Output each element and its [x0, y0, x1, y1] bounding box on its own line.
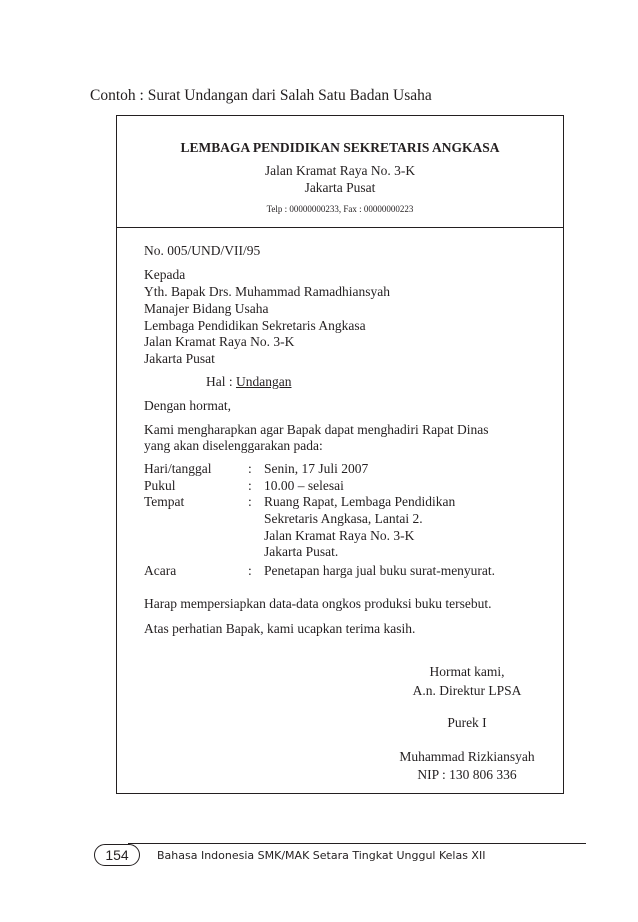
subject-line: [206, 374, 291, 390]
detail-label-agenda: Acara: [144, 563, 177, 578]
detail-label-time: Pukul: [144, 478, 176, 493]
detail-colon: :: [248, 478, 252, 493]
letter-number: No. 005/UND/VII/95: [144, 243, 261, 258]
letterhead-address-line1: Jalan Kramat Raya No. 3-K: [264, 163, 416, 178]
detail-label-date: Hari/tanggal: [144, 461, 212, 476]
detail-colon: :: [248, 494, 252, 509]
signature-nip: NIP : 130 806 336: [417, 767, 517, 782]
subject-label: Hal :: [206, 374, 236, 389]
letterhead-divider: [117, 227, 564, 228]
letterhead-address-line2: Jakarta Pusat: [304, 180, 376, 195]
recipient-line: Yth. Bapak Drs. Muhammad Ramadhiansyah: [144, 284, 390, 299]
footer-rule: [128, 843, 586, 844]
footer-book-title: Bahasa Indonesia SMK/MAK Setara Tingkat Unggul Kelas XII: [157, 849, 486, 862]
recipient-line: Jakarta Pusat: [144, 351, 215, 366]
recipient-line: Jalan Kramat Raya No. 3-K: [144, 334, 295, 349]
detail-value-agenda: Penetapan harga jual buku surat-menyurat.: [264, 563, 496, 578]
detail-value-place: Jalan Kramat Raya No. 3-K: [264, 528, 415, 543]
page-number: 154: [94, 844, 140, 866]
detail-value-time: 10.00 – selesai: [264, 478, 344, 493]
closing-thanks: Atas perhatian Bapak, kami ucapkan terima kasih.: [144, 621, 416, 636]
detail-colon: :: [248, 461, 252, 476]
detail-value-place: Sekretaris Angkasa, Lantai 2.: [264, 511, 423, 526]
detail-value-place: Ruang Rapat, Lembaga Pendidikan: [264, 494, 456, 509]
recipient-line: Lembaga Pendidikan Sekretaris Angkasa: [144, 318, 366, 333]
detail-value-place: Jakarta Pusat.: [264, 544, 339, 559]
signature-on-behalf: A.n. Direktur LPSA: [412, 683, 522, 698]
signature-position: Purek I: [447, 715, 487, 730]
subject-value: Undangan: [236, 374, 292, 389]
detail-value-date: Senin, 17 Juli 2007: [264, 461, 369, 476]
body-line: yang akan diselenggarakan pada:: [144, 438, 323, 453]
detail-colon: :: [248, 563, 252, 578]
closing-request: Harap mempersiapkan data-data ongkos produksi buku tersebut.: [144, 596, 492, 611]
institution-name: LEMBAGA PENDIDIKAN SEKRETARIS ANGKASA: [180, 140, 500, 155]
page-caption: Contoh : Surat Undangan dari Salah Satu Badan Usaha: [90, 87, 432, 104]
recipient-line: Kepada: [144, 267, 186, 282]
greeting: Dengan hormat,: [144, 398, 231, 413]
recipient-line: Manajer Bidang Usaha: [144, 301, 269, 316]
letterhead-contact: Telp : 00000000233, Fax : 00000000223: [266, 204, 414, 214]
signature-name: Muhammad Rizkiansyah: [399, 749, 535, 764]
detail-label-place: Tempat: [144, 494, 185, 509]
signature-regards: Hormat kami,: [429, 664, 505, 679]
body-line: Kami mengharapkan agar Bapak dapat menghadiri Rapat Dinas: [144, 422, 489, 437]
